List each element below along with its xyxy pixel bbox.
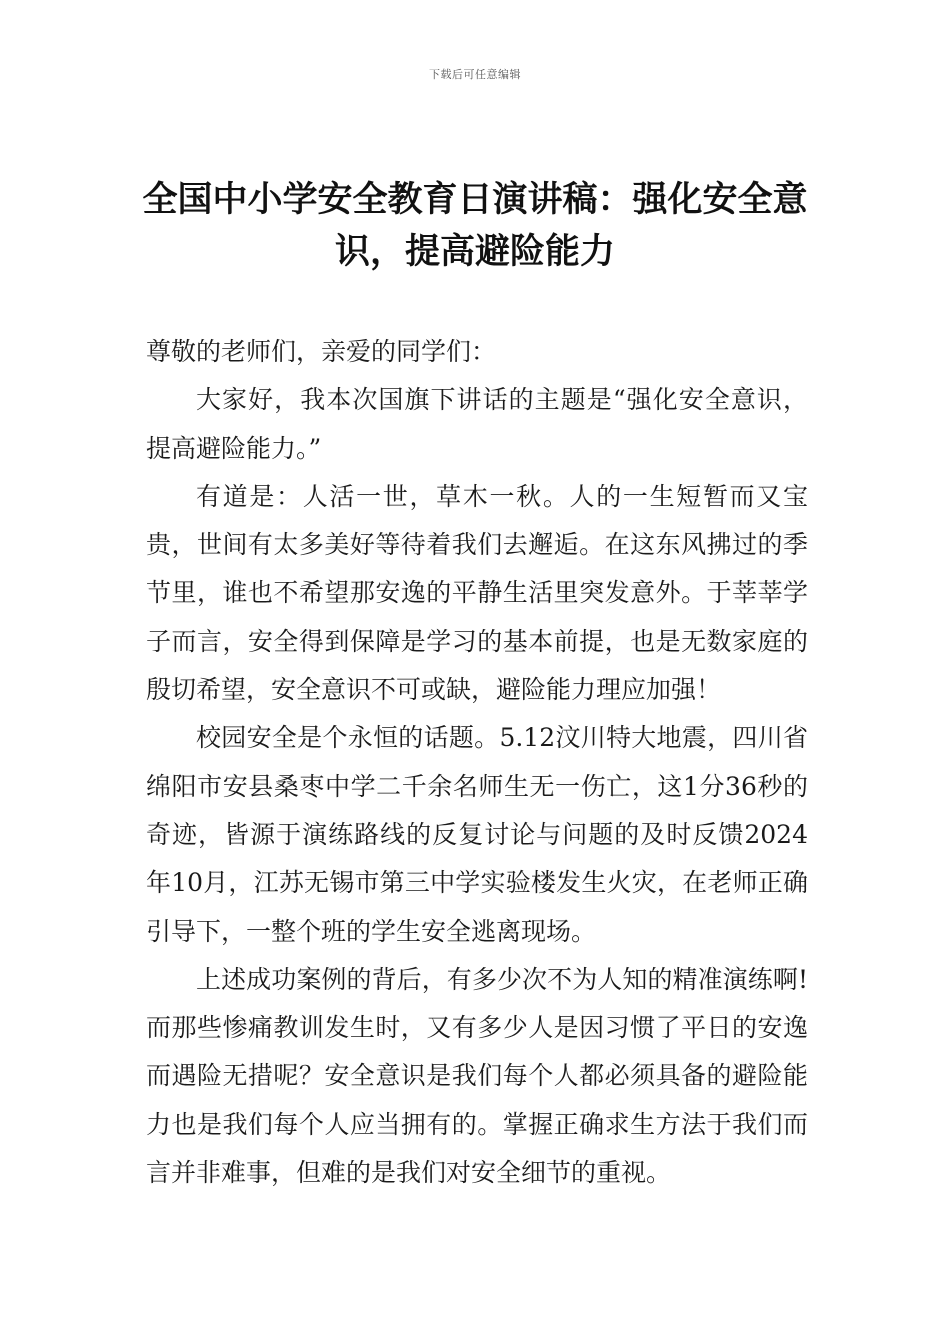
document-title: 全国中小学安全教育日演讲稿：强化安全意识，提高避险能力 xyxy=(142,180,808,272)
paragraph-2: 有道是：人活一世，草木一秋。人的一生短暂而又宝贵，世间有太多美好等待着我们去邂逅。在这东风拂过的季节里，谁也不希望那安逸的平静生活里突发意外。于莘莘学子而言，安全得到保障是学习的基本前提，也是无数家庭的殷切希望，安全意识不可或缺，避险能力理应加强！ xyxy=(146,481,808,705)
document-body xyxy=(146,328,808,1197)
paragraph-1: 大家好，我本次国旗下讲话的主题是“强化安全意识，提高避险能力。” xyxy=(146,385,808,463)
paragraph-3: 校园安全是个永恒的话题。5.12汶川特大地震，四川省绵阳市安县桑枣中学二千余名师生无一伤亡，这1分36秒的奇迹，皆源于演练路线的反复讨论与问题的及时反馈2024年10月，江苏无锡市第三中学实验楼发生火灾，在老师正确引导下，一整个班的学生安全逃离现场。 xyxy=(146,723,808,946)
header-note: 下载后可任意编辑 xyxy=(429,68,521,81)
salutation: 尊敬的老师们，亲爱的同学们： xyxy=(146,337,497,366)
paragraph-4: 上述成功案例的背后，有多少次不为人知的精准演练啊!而那些惨痛教训发生时，又有多少人是因习惯了平日的安逸而遇险无措呢？安全意识是我们每个人都必须具备的避险能力也是我们每个人应当拥有的。掌握正确求生方法于我们而言并非难事，但难的是我们对安全细节的重视。 xyxy=(146,964,808,1188)
